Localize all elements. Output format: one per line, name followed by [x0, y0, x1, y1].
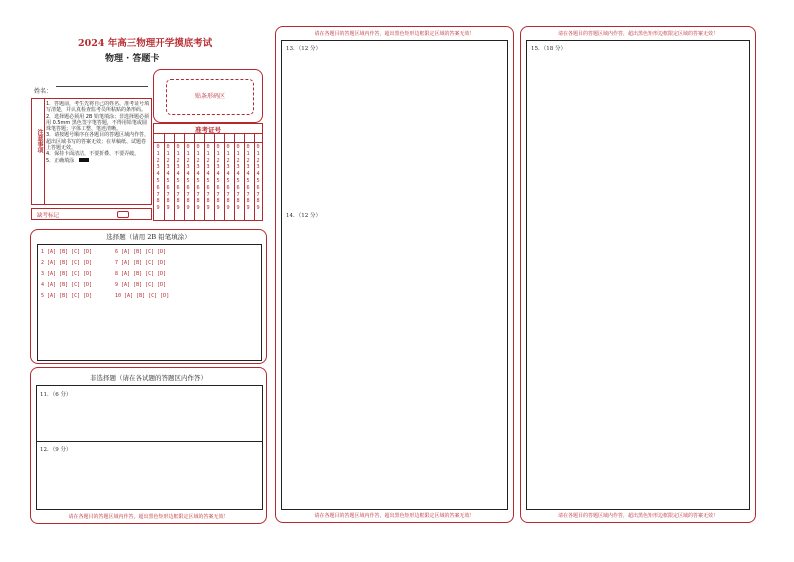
exam-id-digit[interactable]: 2 — [206, 157, 210, 164]
exam-id-digit[interactable]: 9 — [236, 205, 240, 212]
exam-id-digit-column[interactable] — [254, 144, 262, 212]
exam-id-digit[interactable]: 5 — [166, 177, 170, 184]
mc-row[interactable]: 2 [A] [B] [C] [D] — [41, 260, 93, 266]
exam-id-digit[interactable]: 6 — [176, 184, 180, 191]
exam-id-digit[interactable]: 3 — [206, 164, 210, 171]
exam-id-digit[interactable]: 1 — [186, 150, 190, 157]
exam-id-digit[interactable]: 6 — [256, 184, 260, 191]
exam-id-digit[interactable]: 1 — [236, 150, 240, 157]
q12-label: 12．（9 分） — [40, 447, 72, 453]
exam-id-label: 准考证号 — [195, 126, 221, 134]
exam-id-digit[interactable]: 9 — [186, 205, 190, 212]
mc-row[interactable]: 3 [A] [B] [C] [D] — [41, 271, 93, 277]
exam-id-digit[interactable]: 6 — [226, 184, 230, 191]
notice-item-1: 1．答题前，考生先将自己的姓名、准考证号填写清楚，并认真检查监考员所粘贴的条形码。 — [46, 101, 150, 114]
exam-id-digit[interactable]: 6 — [216, 184, 220, 191]
filled-sample-mark — [79, 158, 89, 162]
exam-id-digit[interactable]: 9 — [176, 205, 180, 212]
exam-id-digit[interactable]: 2 — [186, 157, 190, 164]
exam-id-digit[interactable]: 3 — [216, 164, 220, 171]
exam-id-digit-column[interactable] — [204, 144, 212, 212]
exam-id-digit[interactable]: 6 — [246, 184, 250, 191]
exam-id-digit[interactable]: 3 — [256, 164, 260, 171]
exam-id-digit[interactable]: 1 — [166, 150, 170, 157]
mc-row[interactable]: 1 [A] [B] [C] [D] — [41, 249, 93, 255]
mc-row[interactable]: 5 [A] [B] [C] [D] — [41, 293, 93, 299]
exam-id-digit[interactable]: 7 — [256, 191, 260, 198]
exam-id-digit[interactable]: 1 — [216, 150, 220, 157]
exam-id-digit[interactable]: 8 — [186, 198, 190, 205]
exam-id-digit[interactable]: 9 — [256, 205, 260, 212]
exam-id-digit[interactable]: 8 — [226, 198, 230, 205]
absent-checkbox[interactable] — [117, 211, 129, 218]
exam-id-digit[interactable]: 9 — [196, 205, 200, 212]
exam-id-digit[interactable]: 3 — [196, 164, 200, 171]
exam-id-digit[interactable]: 6 — [206, 184, 210, 191]
exam-id-digit[interactable]: 5 — [236, 177, 240, 184]
exam-id-digit[interactable]: 3 — [226, 164, 230, 171]
exam-id-digit[interactable]: 9 — [216, 205, 220, 212]
exam-id-digit[interactable]: 0 — [196, 144, 200, 150]
exam-id-digit[interactable]: 5 — [226, 177, 230, 184]
notice-label: 注意事项 — [36, 129, 43, 153]
barcode-panel — [153, 69, 263, 123]
exam-id-digit-column[interactable] — [154, 144, 162, 212]
exam-id-digit[interactable]: 1 — [176, 150, 180, 157]
exam-id-digit[interactable]: 2 — [226, 157, 230, 164]
exam-id-digit[interactable]: 0 — [256, 144, 260, 150]
mc-panel — [30, 229, 267, 364]
exam-id-digit[interactable]: 0 — [226, 144, 230, 150]
exam-id-digit[interactable]: 9 — [156, 205, 160, 212]
exam-id-digit[interactable]: 0 — [246, 144, 250, 150]
card-subtitle: 物理 · 答题卡 — [105, 54, 160, 64]
exam-id-digit[interactable]: 4 — [216, 171, 220, 178]
mc-row[interactable]: 9 [A] [B] [C] [D] — [115, 282, 167, 288]
exam-id-digit[interactable]: 6 — [156, 184, 160, 191]
exam-id-digit-column[interactable] — [174, 144, 182, 212]
q13-q14-panel — [275, 26, 514, 523]
exam-id-digit[interactable]: 1 — [206, 150, 210, 157]
exam-id-digit[interactable]: 0 — [206, 144, 210, 150]
exam-id-digit[interactable]: 1 — [156, 150, 160, 157]
exam-id-digit[interactable]: 7 — [206, 191, 210, 198]
mc-row[interactable]: 10 [A] [B] [C] [D] — [115, 293, 170, 299]
exam-id-digit[interactable]: 7 — [236, 191, 240, 198]
exam-id-digit[interactable]: 2 — [216, 157, 220, 164]
exam-id-digit[interactable]: 4 — [176, 171, 180, 178]
exam-id-digit[interactable]: 2 — [166, 157, 170, 164]
exam-id-digit[interactable]: 4 — [256, 171, 260, 178]
exam-id-digit-column[interactable] — [214, 144, 222, 212]
exam-id-digit[interactable]: 7 — [186, 191, 190, 198]
exam-id-digit[interactable]: 5 — [196, 177, 200, 184]
mc-row[interactable]: 8 [A] [B] [C] [D] — [115, 271, 167, 277]
name-label: 姓名： — [34, 88, 53, 95]
exam-id-digit[interactable]: 0 — [236, 144, 240, 150]
nonmc-panel — [30, 367, 267, 524]
exam-id-digit[interactable]: 4 — [166, 171, 170, 178]
exam-id-digit[interactable]: 6 — [196, 184, 200, 191]
exam-id-digit[interactable]: 7 — [216, 191, 220, 198]
exam-id-digit[interactable]: 0 — [156, 144, 160, 150]
exam-id-digit[interactable]: 3 — [246, 164, 250, 171]
exam-id-digit[interactable]: 9 — [166, 205, 170, 212]
notice-item-4: 4．保持卡面清洁，不要折叠、不要弄破。 — [46, 151, 140, 158]
exam-id-digit[interactable]: 5 — [246, 177, 250, 184]
exam-id-digit[interactable]: 7 — [156, 191, 160, 198]
q15-answer-box[interactable] — [526, 40, 750, 510]
exam-id-digit[interactable]: 7 — [196, 191, 200, 198]
exam-id-digit[interactable]: 5 — [216, 177, 220, 184]
exam-id-digit[interactable]: 4 — [246, 171, 250, 178]
warning-bottom: 请在各题目的答题区域内作答，超出黑色矩形边框限定区域的答案无效！ — [68, 514, 229, 520]
exam-id-digit[interactable]: 2 — [156, 157, 160, 164]
q13-label: 13．（12 分） — [286, 46, 321, 52]
exam-id-digit[interactable]: 3 — [156, 164, 160, 171]
exam-id-digit[interactable]: 1 — [256, 150, 260, 157]
notice-item-5: 5．正确填涂 — [46, 158, 150, 164]
exam-id-digit[interactable]: 2 — [256, 157, 260, 164]
exam-title: 2024 年高三物理开学摸底考试 — [78, 38, 213, 49]
warning-bottom: 请在各题目的答题区域内作答，超出黑色矩形边框限定区域的答案无效！ — [557, 513, 718, 519]
exam-id-digit[interactable]: 1 — [226, 150, 230, 157]
q15-panel — [520, 26, 756, 523]
exam-id-digit[interactable]: 5 — [176, 177, 180, 184]
exam-id-digit[interactable]: 4 — [206, 171, 210, 178]
exam-id-digit[interactable]: 5 — [186, 177, 190, 184]
name-field[interactable] — [34, 78, 152, 95]
exam-id-digit-column[interactable] — [184, 144, 192, 212]
exam-id-digit[interactable]: 7 — [226, 191, 230, 198]
exam-id-digit[interactable]: 9 — [226, 205, 230, 212]
q13-q14-answer-box[interactable] — [281, 40, 508, 510]
q15-label: 15．（18 分） — [531, 46, 566, 52]
mc-row[interactable]: 4 [A] [B] [C] [D] — [41, 282, 93, 288]
exam-id-digit[interactable]: 0 — [186, 144, 190, 150]
exam-id-digit[interactable]: 6 — [236, 184, 240, 191]
nonmc-title: 非选择题（请在各试题的答题区内作答） — [90, 374, 207, 382]
notice-item-3: 3．请按题号顺序在各题目的答题区域内作答，超出区域书写的答案无效；在草稿纸、试题卷上答题无效。 — [46, 132, 150, 152]
exam-id-digit[interactable]: 3 — [186, 164, 190, 171]
exam-id-digit[interactable]: 0 — [176, 144, 180, 150]
absent-row — [31, 208, 152, 220]
exam-id-digit[interactable]: 8 — [166, 198, 170, 205]
exam-id-digit[interactable]: 3 — [166, 164, 170, 171]
exam-id-digit[interactable]: 8 — [206, 198, 210, 205]
exam-id-digit[interactable]: 2 — [176, 157, 180, 164]
exam-id-digit-column[interactable] — [224, 144, 232, 212]
warning-top: 请在各题目的答题区域内作答，超出黑色矩形边框限定区域的答案无效！ — [314, 31, 475, 37]
notice-box — [31, 98, 152, 205]
warning-bottom: 请在各题目的答题区域内作答，超出黑色矩形边框限定区域的答案无效！ — [314, 513, 475, 519]
exam-id-digit-column[interactable] — [164, 144, 172, 212]
exam-id-digit[interactable]: 4 — [156, 171, 160, 178]
exam-id-digit[interactable]: 0 — [216, 144, 220, 150]
exam-id-digit[interactable]: 7 — [176, 191, 180, 198]
exam-id-digit[interactable]: 8 — [216, 198, 220, 205]
exam-id-digit[interactable]: 5 — [206, 177, 210, 184]
exam-id-digit[interactable]: 7 — [246, 191, 250, 198]
exam-id-digit[interactable]: 9 — [206, 205, 210, 212]
exam-id-digit[interactable]: 6 — [166, 184, 170, 191]
exam-id-digit[interactable]: 8 — [256, 198, 260, 205]
exam-id-digit[interactable]: 2 — [246, 157, 250, 164]
exam-id-digit[interactable]: 4 — [186, 171, 190, 178]
exam-id-digit-column[interactable] — [194, 144, 202, 212]
exam-id-digit[interactable]: 8 — [196, 198, 200, 205]
barcode-area — [166, 79, 254, 115]
exam-id-digit[interactable]: 6 — [186, 184, 190, 191]
exam-id-digit[interactable]: 7 — [166, 191, 170, 198]
exam-id-digit[interactable]: 8 — [236, 198, 240, 205]
exam-id-digit[interactable]: 1 — [246, 150, 250, 157]
barcode-label: 贴条形码区 — [194, 93, 225, 100]
warning-top: 请在各题目的答题区域内作答，超出黑色矩形边框限定区域的答案无效！ — [557, 31, 718, 37]
exam-id-digit[interactable]: 5 — [256, 177, 260, 184]
exam-id-digit[interactable]: 1 — [196, 150, 200, 157]
absent-label: 缺考标记 — [37, 213, 60, 219]
exam-id-digit[interactable]: 3 — [236, 164, 240, 171]
exam-id-digit[interactable]: 2 — [236, 157, 240, 164]
exam-id-digit[interactable]: 8 — [246, 198, 250, 205]
exam-id-digit[interactable]: 3 — [176, 164, 180, 171]
exam-id-digit[interactable]: 8 — [156, 198, 160, 205]
mc-title: 选择题（请用 2B 铅笔填涂） — [106, 233, 191, 241]
exam-id-digit[interactable]: 4 — [226, 171, 230, 178]
exam-id-digit[interactable]: 5 — [156, 177, 160, 184]
exam-id-digit[interactable]: 4 — [236, 171, 240, 178]
notice-list — [46, 101, 150, 204]
exam-id-digit[interactable]: 9 — [246, 205, 250, 212]
q11-label: 11．（6 分） — [40, 392, 72, 398]
exam-id-digit[interactable]: 4 — [196, 171, 200, 178]
exam-id-digit[interactable]: 8 — [176, 198, 180, 205]
q14-label: 14．（12 分） — [286, 213, 321, 219]
mc-row[interactable]: 6 [A] [B] [C] [D] — [115, 249, 167, 255]
notice-item-2: 2．选择题必须用 2B 铅笔填涂；非选择题必须用 0.5mm 黑色签字笔答题，不得用铅笔或圆珠笔答题；字体工整、笔迹清晰。 — [46, 113, 149, 133]
exam-id-digit[interactable]: 0 — [166, 144, 170, 150]
exam-id-digit[interactable]: 2 — [196, 157, 200, 164]
mc-row[interactable]: 7 [A] [B] [C] [D] — [115, 260, 167, 266]
exam-id-digit-column[interactable] — [234, 144, 242, 212]
exam-id-digit-column[interactable] — [244, 144, 252, 212]
